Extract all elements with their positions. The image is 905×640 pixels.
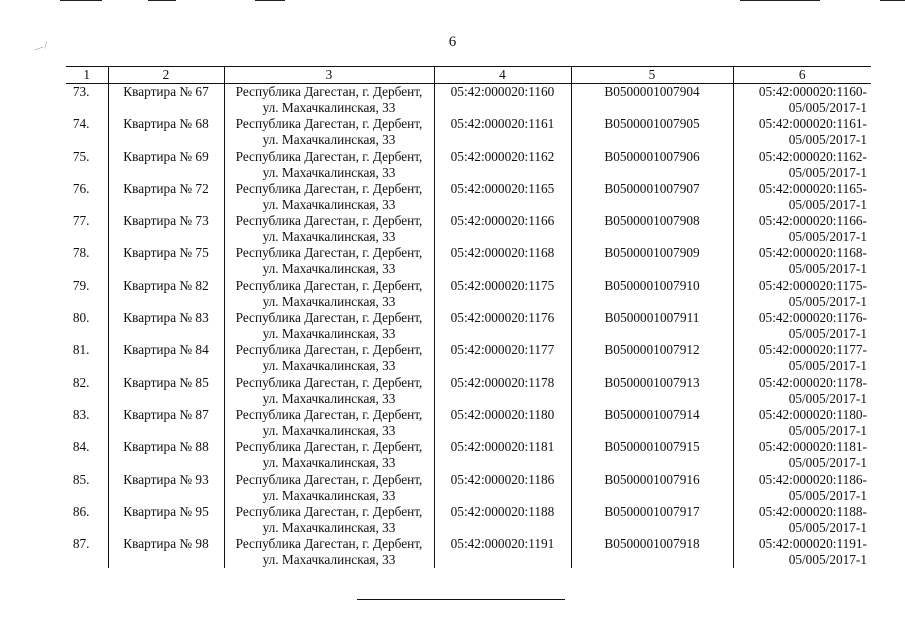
address-cell: [224, 375, 434, 407]
registration-cell: [733, 245, 871, 277]
address-line-2: ул. Махачкалинская, 33: [262, 293, 396, 309]
address-line-1: Республика Дагестан, г. Дербент,: [235, 180, 423, 196]
address-cell: [224, 439, 434, 471]
table-row: [66, 278, 871, 310]
column-header: 3: [224, 67, 434, 84]
cadastral-number: 05:42:000020:1178: [434, 375, 571, 407]
row-number: 75.: [66, 149, 108, 181]
registration-cell: [733, 407, 871, 439]
address-line-2: ул. Махачкалинская, 33: [262, 196, 396, 212]
registration-line-2: 05/005/2017-1: [788, 455, 867, 471]
row-number: 87.: [66, 536, 108, 568]
address-line-2: ул. Махачкалинская, 33: [262, 164, 396, 180]
address-line-1: Республика Дагестан, г. Дербент,: [235, 439, 423, 455]
registration-line-1: 05:42:000020:1191-: [758, 536, 867, 552]
registration-line-1: 05:42:000020:1188-: [758, 503, 867, 519]
apartment-name: Квартира № 82: [108, 278, 224, 310]
apartment-name: Квартира № 95: [108, 504, 224, 536]
cadastral-number: 05:42:000020:1165: [434, 181, 571, 213]
registration-line-1: 05:42:000020:1162-: [758, 148, 867, 164]
inventory-number: B0500001007908: [571, 213, 733, 245]
registration-line-1: 05:42:000020:1166-: [758, 213, 867, 229]
table-row: [66, 116, 871, 148]
registration-line-1: 05:42:000020:1176-: [758, 310, 867, 326]
registration-line-1: 05:42:000020:1165-: [758, 180, 867, 196]
row-number: 76.: [66, 181, 108, 213]
row-number: 80.: [66, 310, 108, 342]
inventory-number: B0500001007918: [571, 536, 733, 568]
row-number: 78.: [66, 245, 108, 277]
column-header: 2: [108, 67, 224, 84]
address-cell: [224, 278, 434, 310]
cadastral-number: 05:42:000020:1177: [434, 342, 571, 374]
table-row: [66, 213, 871, 245]
apartment-name: Квартира № 72: [108, 181, 224, 213]
address-line-1: Республика Дагестан, г. Дербент,: [235, 374, 423, 390]
registration-line-2: 05/005/2017-1: [788, 422, 867, 438]
table-row: [66, 149, 871, 181]
address-line-1: Республика Дагестан, г. Дербент,: [235, 342, 423, 358]
cadastral-number: 05:42:000020:1162: [434, 149, 571, 181]
apartment-name: Квартира № 73: [108, 213, 224, 245]
column-header: 4: [434, 67, 571, 84]
table-row: [66, 375, 871, 407]
inventory-number: B0500001007912: [571, 342, 733, 374]
registration-cell: [733, 116, 871, 148]
inventory-number: B0500001007904: [571, 84, 733, 117]
inventory-number: B0500001007914: [571, 407, 733, 439]
table-row: [66, 536, 871, 568]
table-body: [66, 84, 871, 569]
cadastral-number: 05:42:000020:1176: [434, 310, 571, 342]
cadastral-number: 05:42:000020:1168: [434, 245, 571, 277]
registration-cell: [733, 472, 871, 504]
apartment-name: Квартира № 85: [108, 375, 224, 407]
inventory-number: B0500001007917: [571, 504, 733, 536]
inventory-number: B0500001007905: [571, 116, 733, 148]
apartment-name: Квартира № 83: [108, 310, 224, 342]
registration-line-2: 05/005/2017-1: [788, 358, 867, 374]
address-cell: [224, 407, 434, 439]
cadastral-number: 05:42:000020:1186: [434, 472, 571, 504]
registration-line-1: 05:42:000020:1178-: [758, 374, 867, 390]
registration-line-1: 05:42:000020:1161-: [758, 116, 867, 132]
address-line-1: Республика Дагестан, г. Дербент,: [235, 471, 423, 487]
cadastral-number: 05:42:000020:1175: [434, 278, 571, 310]
address-line-1: Республика Дагестан, г. Дербент,: [235, 277, 423, 293]
row-number: 84.: [66, 439, 108, 471]
registration-cell: [733, 149, 871, 181]
registration-cell: [733, 84, 871, 117]
scan-artifact: — ⁄: [32, 40, 49, 54]
address-cell: [224, 342, 434, 374]
table-row: [66, 245, 871, 277]
row-number: 83.: [66, 407, 108, 439]
column-header: 1: [66, 67, 108, 84]
row-number: 81.: [66, 342, 108, 374]
registration-line-1: 05:42:000020:1168-: [758, 245, 867, 261]
cadastral-number: 05:42:000020:1160: [434, 84, 571, 117]
table-row: [66, 181, 871, 213]
address-line-1: Республика Дагестан, г. Дербент,: [235, 213, 423, 229]
header-row: [66, 67, 871, 84]
address-cell: [224, 181, 434, 213]
registration-cell: [733, 310, 871, 342]
registration-line-2: 05/005/2017-1: [788, 293, 867, 309]
address-line-1: Республика Дагестан, г. Дербент,: [235, 116, 423, 132]
table-header: [66, 67, 871, 84]
table-row: [66, 439, 871, 471]
table-row: [66, 84, 871, 117]
address-line-2: ул. Махачкалинская, 33: [262, 422, 396, 438]
registration-line-2: 05/005/2017-1: [788, 261, 867, 277]
property-table: [66, 66, 871, 568]
registration-line-1: 05:42:000020:1160-: [758, 84, 867, 99]
registration-cell: [733, 504, 871, 536]
address-cell: [224, 310, 434, 342]
registration-cell: [733, 439, 871, 471]
table-row: [66, 472, 871, 504]
registration-line-1: 05:42:000020:1180-: [758, 406, 867, 422]
cadastral-number: 05:42:000020:1181: [434, 439, 571, 471]
table-row: [66, 504, 871, 536]
cadastral-number: 05:42:000020:1188: [434, 504, 571, 536]
cadastral-number: 05:42:000020:1180: [434, 407, 571, 439]
footer-rule: [357, 599, 565, 600]
registration-line-1: 05:42:000020:1175-: [758, 277, 867, 293]
inventory-number: B0500001007907: [571, 181, 733, 213]
registration-line-2: 05/005/2017-1: [788, 552, 867, 568]
apartment-name: Квартира № 84: [108, 342, 224, 374]
table-row: [66, 310, 871, 342]
cadastral-number: 05:42:000020:1166: [434, 213, 571, 245]
registration-line-2: 05/005/2017-1: [788, 390, 867, 406]
inventory-number: B0500001007913: [571, 375, 733, 407]
inventory-number: B0500001007909: [571, 245, 733, 277]
column-header: 5: [571, 67, 733, 84]
row-number: 85.: [66, 472, 108, 504]
registration-cell: [733, 342, 871, 374]
registration-line-2: 05/005/2017-1: [788, 519, 867, 535]
row-number: 74.: [66, 116, 108, 148]
address-line-2: ул. Махачкалинская, 33: [262, 552, 396, 568]
registration-cell: [733, 536, 871, 568]
registration-line-2: 05/005/2017-1: [788, 164, 867, 180]
address-line-2: ул. Махачкалинская, 33: [262, 100, 396, 115]
address-line-2: ул. Махачкалинская, 33: [262, 487, 396, 503]
address-cell: [224, 149, 434, 181]
registration-cell: [733, 213, 871, 245]
registration-line-2: 05/005/2017-1: [788, 229, 867, 245]
row-number: 79.: [66, 278, 108, 310]
cadastral-number: 05:42:000020:1191: [434, 536, 571, 568]
address-cell: [224, 504, 434, 536]
address-line-2: ул. Махачкалинская, 33: [262, 519, 396, 535]
address-cell: [224, 472, 434, 504]
address-line-1: Республика Дагестан, г. Дербент,: [235, 503, 423, 519]
cadastral-number: 05:42:000020:1161: [434, 116, 571, 148]
registration-line-2: 05/005/2017-1: [788, 132, 867, 148]
apartment-name: Квартира № 93: [108, 472, 224, 504]
registration-line-1: 05:42:000020:1186-: [758, 471, 867, 487]
address-cell: [224, 536, 434, 568]
address-cell: [224, 213, 434, 245]
address-cell: [224, 84, 434, 117]
apartment-name: Квартира № 87: [108, 407, 224, 439]
address-line-1: Республика Дагестан, г. Дербент,: [235, 148, 423, 164]
registration-cell: [733, 181, 871, 213]
address-line-2: ул. Махачкалинская, 33: [262, 326, 396, 342]
registration-cell: [733, 375, 871, 407]
row-number: 86.: [66, 504, 108, 536]
address-line-2: ул. Махачкалинская, 33: [262, 229, 396, 245]
address-line-1: Республика Дагестан, г. Дербент,: [235, 245, 423, 261]
row-number: 73.: [66, 84, 108, 117]
inventory-number: B0500001007910: [571, 278, 733, 310]
address-line-1: Республика Дагестан, г. Дербент,: [235, 406, 423, 422]
apartment-name: Квартира № 69: [108, 149, 224, 181]
apartment-name: Квартира № 68: [108, 116, 224, 148]
address-line-2: ул. Махачкалинская, 33: [262, 390, 396, 406]
page-number: 6: [448, 34, 457, 50]
address-line-2: ул. Махачкалинская, 33: [262, 358, 396, 374]
inventory-number: B0500001007906: [571, 149, 733, 181]
apartment-name: Квартира № 98: [108, 536, 224, 568]
apartment-name: Квартира № 75: [108, 245, 224, 277]
address-line-2: ул. Махачкалинская, 33: [262, 132, 396, 148]
registration-line-2: 05/005/2017-1: [788, 196, 867, 212]
table-row: [66, 342, 871, 374]
registration-line-2: 05/005/2017-1: [788, 487, 867, 503]
address-line-1: Республика Дагестан, г. Дербент,: [235, 536, 423, 552]
address-line-1: Республика Дагестан, г. Дербент,: [235, 84, 423, 99]
address-cell: [224, 245, 434, 277]
inventory-number: B0500001007916: [571, 472, 733, 504]
inventory-number: B0500001007911: [571, 310, 733, 342]
address-line-2: ул. Махачкалинская, 33: [262, 455, 396, 471]
apartment-name: Квартира № 67: [108, 84, 224, 117]
table-row: [66, 407, 871, 439]
registration-cell: [733, 278, 871, 310]
registration-line-2: 05/005/2017-1: [788, 326, 867, 342]
address-line-1: Республика Дагестан, г. Дербент,: [235, 310, 423, 326]
inventory-number: B0500001007915: [571, 439, 733, 471]
row-number: 82.: [66, 375, 108, 407]
registration-line-1: 05:42:000020:1177-: [758, 342, 867, 358]
address-cell: [224, 116, 434, 148]
column-header: 6: [733, 67, 871, 84]
apartment-name: Квартира № 88: [108, 439, 224, 471]
registration-line-2: 05/005/2017-1: [788, 100, 867, 115]
registration-line-1: 05:42:000020:1181-: [758, 439, 867, 455]
row-number: 77.: [66, 213, 108, 245]
address-line-2: ул. Махачкалинская, 33: [262, 261, 396, 277]
